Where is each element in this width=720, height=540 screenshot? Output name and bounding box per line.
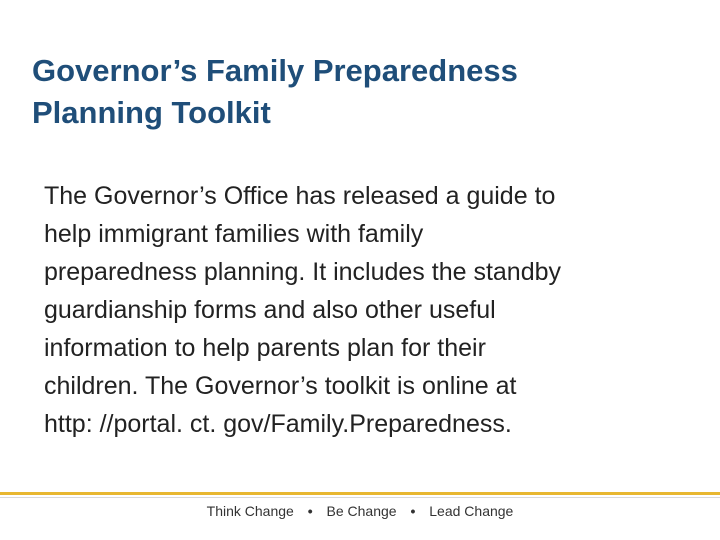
footer-bullet: • xyxy=(410,503,416,519)
body-paragraph xyxy=(44,177,694,443)
body-line-url: http: //portal. ct. gov/Family.Preparedness. xyxy=(44,410,512,438)
slide-title xyxy=(32,50,692,134)
footer-item-be-change: Be Change xyxy=(326,503,397,519)
footer-tagline xyxy=(0,500,720,522)
footer-item-think-change: Think Change xyxy=(206,503,294,519)
body-line: preparedness planning. It includes the standby xyxy=(44,258,562,286)
body-line: The Governor’s Office has released a guide to xyxy=(44,182,556,210)
footer-accent-rule xyxy=(0,492,720,495)
title-line: Planning Toolkit xyxy=(32,95,271,130)
body-line: guardianship forms and also other useful xyxy=(44,296,496,324)
body-line: help immigrant families with family xyxy=(44,220,424,248)
footer-item-lead-change: Lead Change xyxy=(429,503,514,519)
footer-divider xyxy=(0,497,720,498)
title-line: Governor’s Family Preparedness xyxy=(32,53,518,88)
body-line: children. The Governor’s toolkit is online at xyxy=(44,372,517,400)
footer-bullet: • xyxy=(307,503,313,519)
body-line: information to help parents plan for their xyxy=(44,334,486,362)
